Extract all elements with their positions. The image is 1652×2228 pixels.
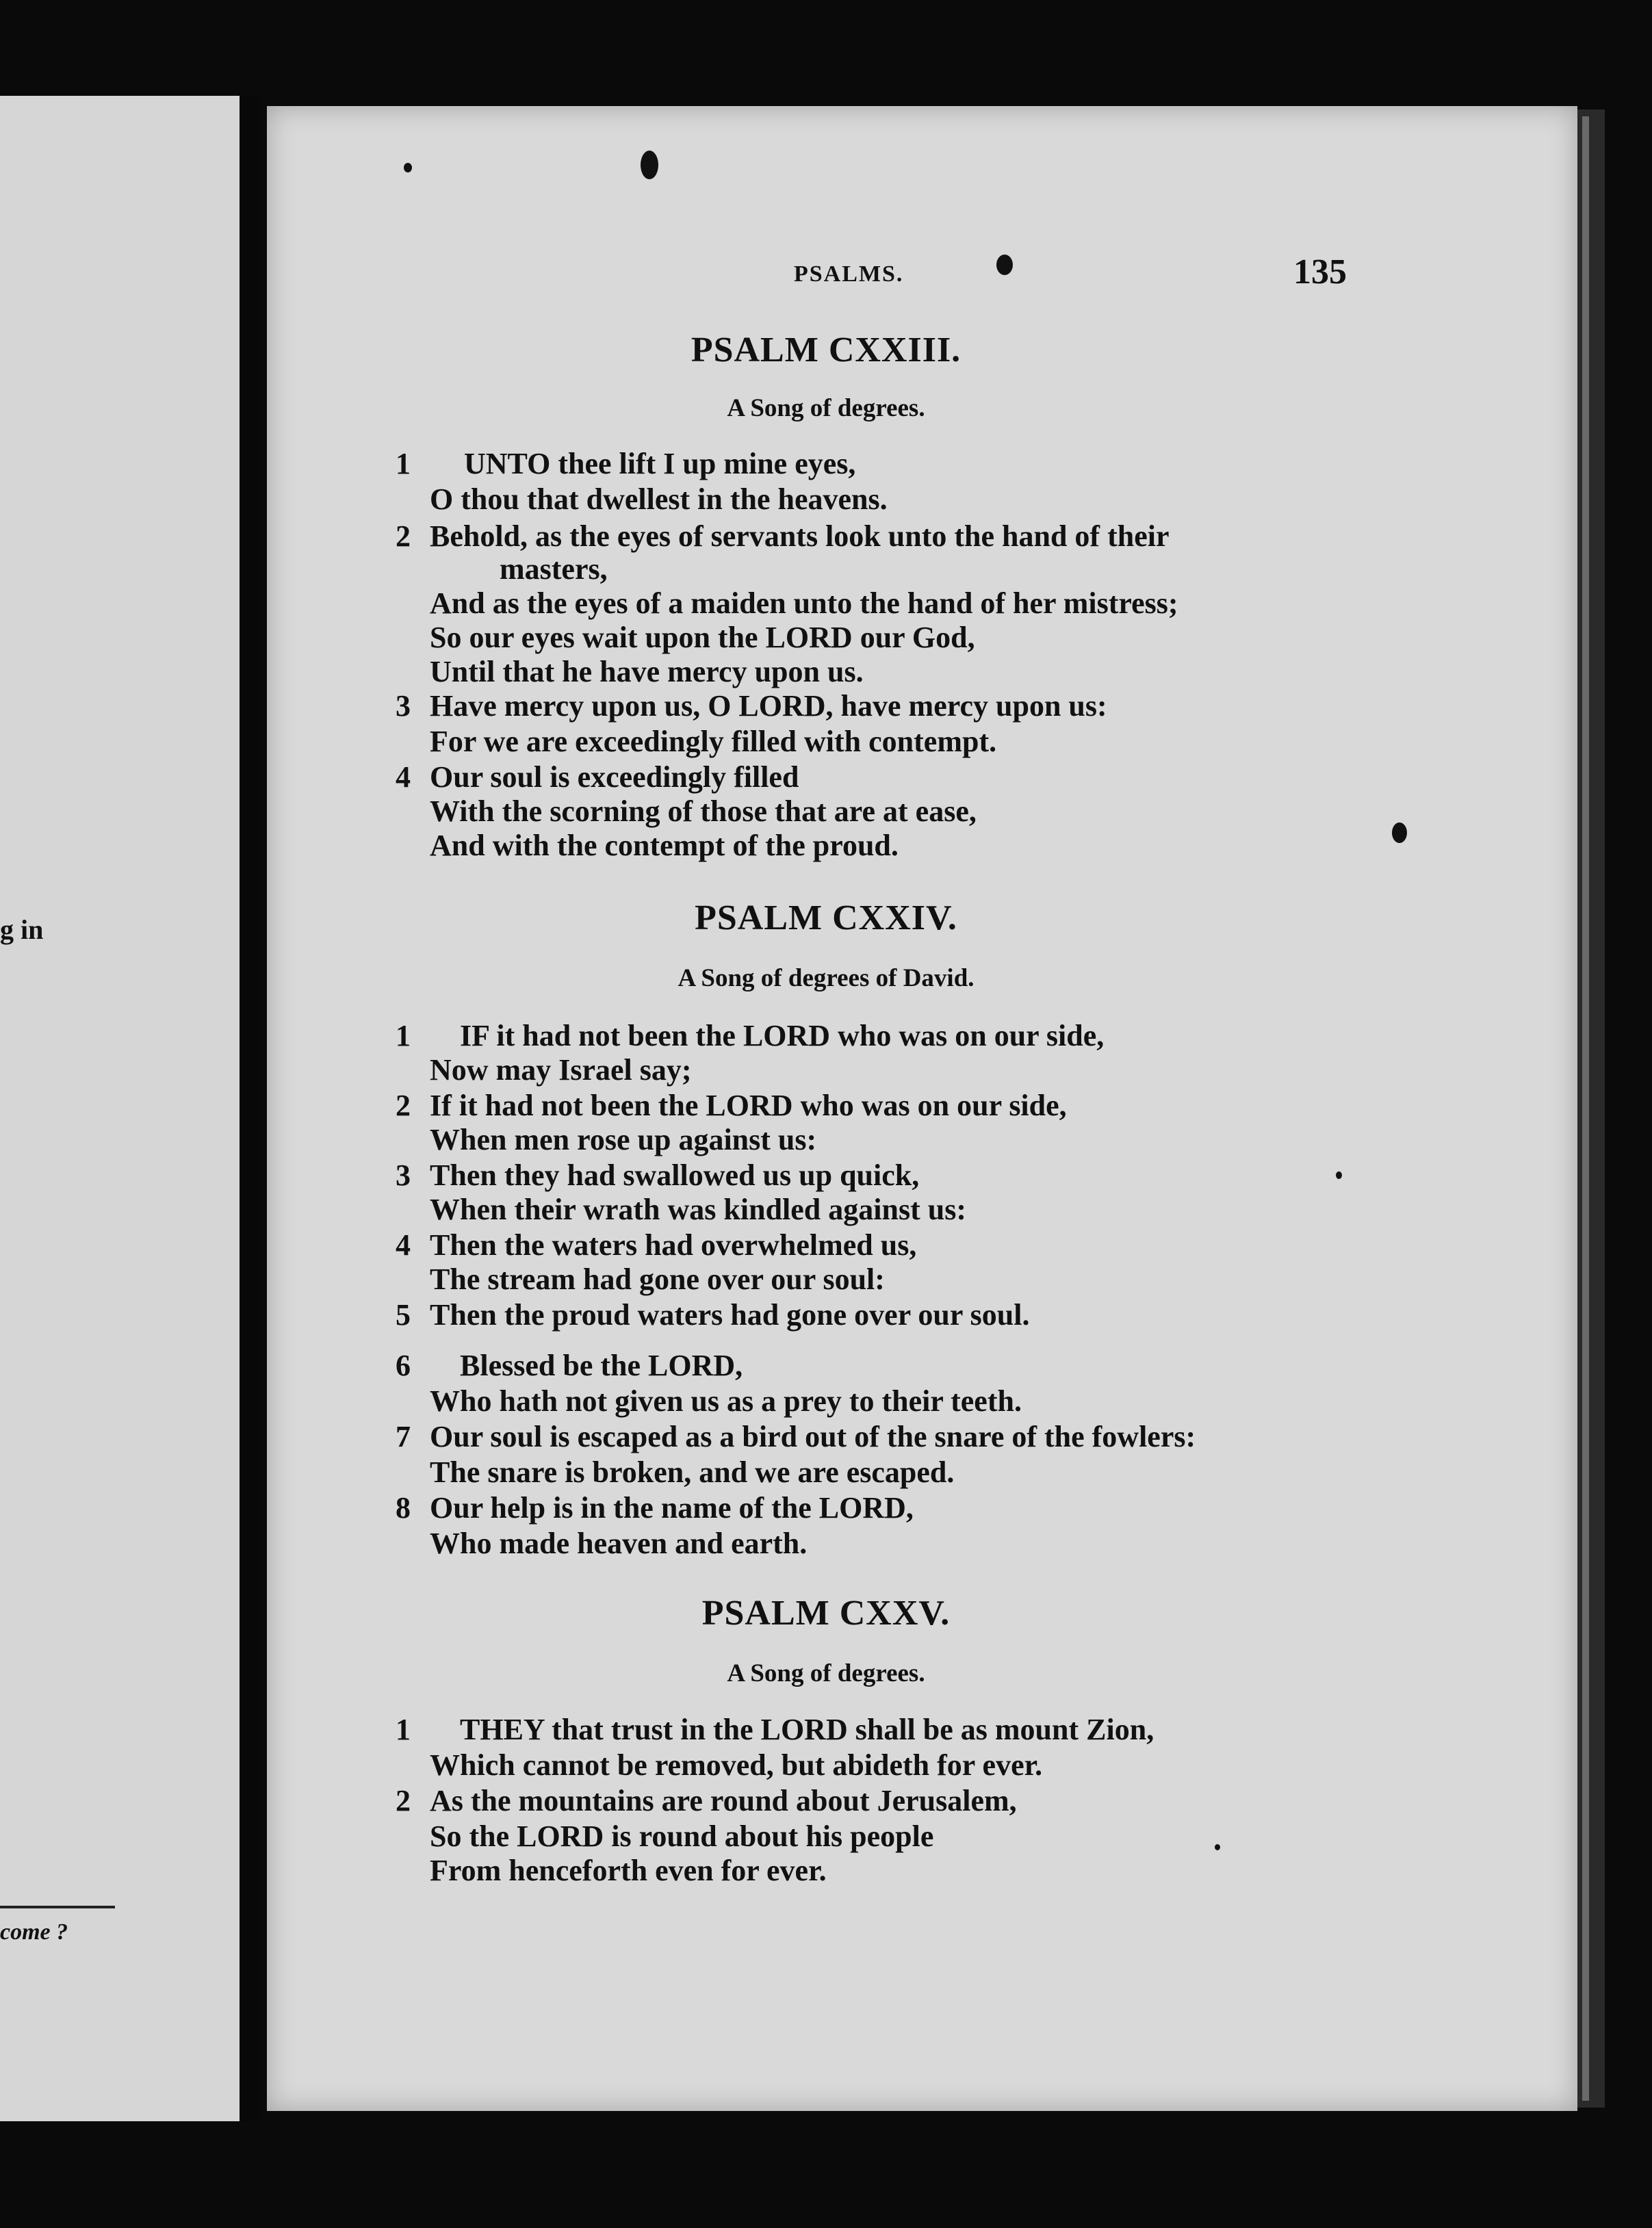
left-page-fragment: g in xyxy=(0,914,44,945)
verse-line: Which cannot be removed, but abideth for ever. xyxy=(430,1748,1043,1782)
verse-line: O thou that dwellest in the heavens. xyxy=(430,482,888,516)
psalm-subtitle: A Song of degrees of David. xyxy=(677,964,975,992)
psalm-title: PSALM CXXIV. xyxy=(695,898,957,937)
verse-number: 7 xyxy=(396,1420,411,1453)
verse-line: And with the contempt of the proud. xyxy=(430,829,899,862)
verse-line: Then they had swallowed us up quick, xyxy=(430,1158,920,1192)
verse-line: Behold, as the eyes of servants look unto the hand of their xyxy=(430,519,1170,553)
verse-line: Who made heaven and earth. xyxy=(430,1527,808,1560)
verse-number: 5 xyxy=(396,1298,411,1332)
psalm-subtitle: A Song of degrees. xyxy=(727,1659,925,1687)
verse-line: When men rose up against us: xyxy=(430,1123,817,1156)
verse-number: 2 xyxy=(396,519,411,553)
verse-number: 3 xyxy=(396,1158,411,1192)
ink-spot xyxy=(641,151,658,179)
verse-line: The stream had gone over our soul: xyxy=(430,1262,885,1296)
verse-number: 1 xyxy=(396,447,411,480)
verse-number: 6 xyxy=(396,1349,411,1382)
ink-spot xyxy=(1215,1844,1220,1850)
verse-line: For we are exceedingly filled with contempt. xyxy=(430,725,997,758)
verse-number: 3 xyxy=(396,689,411,723)
left-page-fragment: come ? xyxy=(0,1919,68,1945)
verse-line: masters, xyxy=(500,552,608,586)
verse-line: Until that he have mercy upon us. xyxy=(430,655,864,688)
verse-line: Blessed be the LORD, xyxy=(460,1349,743,1382)
ink-spot xyxy=(1336,1171,1342,1179)
ink-spot xyxy=(404,163,412,172)
page-number: 135 xyxy=(1293,252,1347,292)
verse-line: From henceforth even for ever. xyxy=(430,1854,827,1887)
verse-number: 2 xyxy=(396,1089,411,1122)
psalm-subtitle: A Song of degrees. xyxy=(727,394,925,422)
verse-line: Then the waters had overwhelmed us, xyxy=(430,1228,917,1262)
verse-line: And as the eyes of a maiden unto the hand of her mistress; xyxy=(430,586,1178,620)
verse-line: Who hath not given us as a prey to their teeth. xyxy=(430,1384,1022,1418)
verse-line: IF it had not been the LORD who was on our side, xyxy=(460,1019,1105,1052)
verse-line: Our help is in the name of the LORD, xyxy=(430,1491,914,1525)
verse-number: 4 xyxy=(396,1228,411,1262)
psalm-title: PSALM CXXV. xyxy=(701,1594,951,1633)
verse-line: When their wrath was kindled against us: xyxy=(430,1193,966,1226)
verse-number: 1 xyxy=(396,1019,411,1052)
verse-number: 8 xyxy=(396,1491,411,1525)
ink-spot xyxy=(1392,822,1407,843)
verse-line: Our soul is escaped as a bird out of the snare of the fowlers: xyxy=(430,1420,1196,1453)
left-page-rule xyxy=(0,1906,115,1908)
verse-line: The snare is broken, and we are escaped. xyxy=(430,1455,955,1489)
verse-line: THEY that trust in the LORD shall be as mount Zion, xyxy=(460,1713,1154,1746)
verse-number: 1 xyxy=(396,1713,411,1746)
verse-number: 4 xyxy=(396,760,411,794)
verse-line: Now may Israel say; xyxy=(430,1053,692,1087)
verse-line: So the LORD is round about his people xyxy=(430,1819,934,1853)
ink-spot xyxy=(996,255,1013,275)
verse-line: With the scorning of those that are at ease, xyxy=(430,794,977,828)
running-head: PSALMS. xyxy=(794,261,904,287)
verse-number: 2 xyxy=(396,1784,411,1817)
verse-line: So our eyes wait upon the LORD our God, xyxy=(430,621,975,654)
verse-line: Then the proud waters had gone over our soul. xyxy=(430,1298,1030,1332)
psalm-title: PSALM CXXIII. xyxy=(691,331,961,370)
verse-line: As the mountains are round about Jerusalem, xyxy=(430,1784,1017,1817)
verse-line: Our soul is exceedingly filled xyxy=(430,760,799,794)
verse-line: Have mercy upon us, O LORD, have mercy upon us: xyxy=(430,689,1107,723)
verse-line: If it had not been the LORD who was on our side, xyxy=(430,1089,1067,1122)
verse-line: UNTO thee lift I up mine eyes, xyxy=(464,447,856,480)
